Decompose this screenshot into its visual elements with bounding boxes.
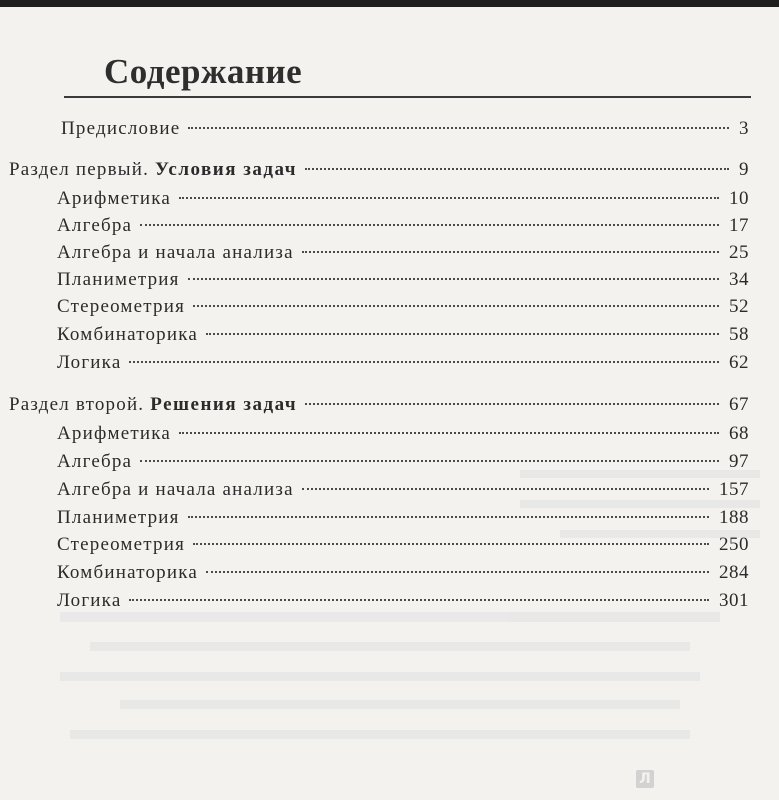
toc-entry[interactable] [57, 215, 749, 241]
toc-entry[interactable] [57, 451, 749, 477]
dot-leader [179, 432, 719, 434]
dot-leader [188, 127, 729, 129]
dot-leader [305, 168, 729, 170]
title-underline [64, 96, 751, 98]
toc-entry-label: Стереометрия [57, 534, 186, 555]
dot-leader [305, 403, 719, 405]
toc-entry-preface[interactable] [61, 118, 749, 144]
dot-leader [302, 251, 719, 253]
dot-leader [179, 197, 719, 199]
dot-leader [302, 488, 709, 490]
toc-entry[interactable] [57, 534, 749, 560]
dot-leader [188, 278, 719, 280]
toc-entry-label: Комбинаторика [57, 562, 199, 583]
toc-entry[interactable] [57, 188, 749, 214]
toc-entry[interactable] [57, 423, 749, 449]
toc-entry-page: 25 [729, 242, 749, 263]
dot-leader [193, 305, 719, 307]
toc-entry-label: Алгебра [57, 451, 133, 472]
toc-entry-page: 58 [729, 324, 749, 345]
toc-entry-label: Планиметрия [57, 269, 180, 290]
toc-entry-page: 250 [719, 534, 749, 555]
dot-leader [129, 599, 709, 601]
toc-entry-page: 301 [719, 590, 749, 611]
toc-entry[interactable] [57, 590, 749, 616]
toc-entry-label: Алгебра и начала анализа [57, 479, 294, 500]
section-prefix: Раздел второй. [9, 394, 145, 415]
toc-section-1[interactable] [9, 159, 749, 185]
section-name: Условия задач [155, 159, 297, 180]
dot-leader [140, 460, 719, 462]
toc-entry[interactable] [57, 479, 749, 505]
dot-leader [129, 361, 719, 363]
dot-leader [193, 543, 709, 545]
toc-entry-label: Алгебра [57, 215, 133, 236]
toc-entry[interactable] [57, 352, 749, 378]
toc-entry-label: Предисловие [61, 118, 181, 139]
toc-entry[interactable] [57, 507, 749, 533]
toc-entry-label: Логика [57, 352, 122, 373]
dot-leader [188, 516, 709, 518]
toc-entry[interactable] [57, 562, 749, 588]
toc-section-2[interactable] [9, 394, 749, 420]
site-logo: Л [636, 770, 654, 788]
toc-entry-label: Арифметика [57, 188, 172, 209]
toc-entry-page: 68 [729, 423, 749, 444]
toc-entry-page: 3 [739, 118, 749, 139]
toc-entry-page: 284 [719, 562, 749, 583]
section-name: Решения задач [150, 394, 298, 415]
toc-section-page: 67 [729, 394, 749, 415]
toc-section-label [9, 394, 297, 416]
dot-leader [206, 571, 709, 573]
dot-leader [140, 224, 719, 226]
dot-leader [206, 333, 719, 335]
toc-entry-label: Стереометрия [57, 296, 186, 317]
toc-entry-page: 52 [729, 296, 749, 317]
toc-entry-page: 10 [729, 188, 749, 209]
toc-entry[interactable] [57, 269, 749, 295]
toc-entry-page: 62 [729, 352, 749, 373]
toc-entry-label: Алгебра и начала анализа [57, 242, 294, 263]
section-prefix: Раздел первый. [9, 159, 150, 180]
top-edge-border [0, 0, 779, 7]
toc-entry-label: Планиметрия [57, 507, 180, 528]
toc-entry-label: Комбинаторика [57, 324, 199, 345]
toc-entry-label: Логика [57, 590, 122, 611]
toc-entry[interactable] [57, 324, 749, 350]
toc-entry-page: 188 [719, 507, 749, 528]
toc-entry-page: 97 [729, 451, 749, 472]
toc-entry[interactable] [57, 296, 749, 322]
toc-entry-page: 34 [729, 269, 749, 290]
toc-entry-label: Арифметика [57, 423, 172, 444]
toc-entry[interactable] [57, 242, 749, 268]
toc-section-label [9, 159, 297, 181]
toc-entry-page: 17 [729, 215, 749, 236]
page-title: Содержание [104, 52, 303, 91]
toc-entry-page: 157 [719, 479, 749, 500]
toc-section-page: 9 [739, 159, 749, 180]
